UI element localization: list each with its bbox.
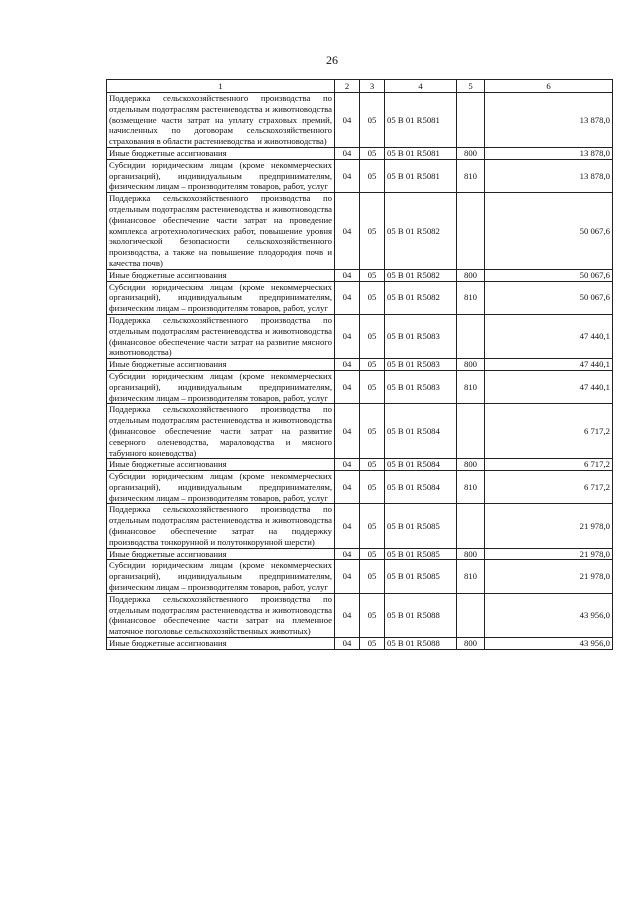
subsection-code-cell: 05 bbox=[360, 269, 385, 281]
amount-cell: 6 717,2 bbox=[485, 459, 613, 471]
expense-type-cell: 800 bbox=[457, 147, 485, 159]
table-row bbox=[107, 314, 613, 358]
amount-cell: 47 440,1 bbox=[485, 370, 613, 403]
table-row bbox=[107, 147, 613, 159]
section-code-cell: 04 bbox=[335, 504, 360, 548]
amount-cell: 47 440,1 bbox=[485, 314, 613, 358]
section-code-cell: 04 bbox=[335, 269, 360, 281]
target-article-cell: 05 B 01 R5081 bbox=[385, 147, 457, 159]
section-code-cell: 04 bbox=[335, 459, 360, 471]
expense-type-cell bbox=[457, 314, 485, 358]
section-code-cell: 04 bbox=[335, 638, 360, 650]
table-row bbox=[107, 404, 613, 459]
amount-cell: 50 067,6 bbox=[485, 269, 613, 281]
section-code-cell: 04 bbox=[335, 593, 360, 637]
section-code-cell: 04 bbox=[335, 193, 360, 270]
subsection-code-cell: 05 bbox=[360, 281, 385, 314]
amount-cell: 6 717,2 bbox=[485, 471, 613, 504]
section-code-cell: 04 bbox=[335, 159, 360, 192]
subsection-code-cell: 05 bbox=[360, 147, 385, 159]
amount-cell: 47 440,1 bbox=[485, 359, 613, 371]
amount-cell: 50 067,6 bbox=[485, 193, 613, 270]
target-article-cell: 05 B 01 R5088 bbox=[385, 638, 457, 650]
table-header-row bbox=[107, 80, 613, 93]
row-name-cell: Поддержка сельскохозяйственного производства по отдельным подотраслям растениеводства и животноводства (возмещение части затрат на уплату страховых премий, начисленных по договорам сельскохозяйственного страхования в области растениеводства и животноводства) bbox=[107, 93, 335, 148]
table-row bbox=[107, 269, 613, 281]
column-header: 6 bbox=[485, 80, 613, 93]
subsection-code-cell: 05 bbox=[360, 638, 385, 650]
table-row bbox=[107, 560, 613, 593]
subsection-code-cell: 05 bbox=[360, 314, 385, 358]
row-name-cell: Субсидии юридическим лицам (кроме некоммерческих организаций), индивидуальным предпринимателям, физическим лицам – производителям товаров, работ, услуг bbox=[107, 560, 335, 593]
target-article-cell: 05 B 01 R5085 bbox=[385, 560, 457, 593]
page-number: 26 bbox=[326, 53, 338, 67]
subsection-code-cell: 05 bbox=[360, 471, 385, 504]
table-row bbox=[107, 548, 613, 560]
amount-cell: 13 878,0 bbox=[485, 147, 613, 159]
column-header: 3 bbox=[360, 80, 385, 93]
subsection-code-cell: 05 bbox=[360, 359, 385, 371]
section-code-cell: 04 bbox=[335, 370, 360, 403]
row-name-cell: Субсидии юридическим лицам (кроме некоммерческих организаций), индивидуальным предпринимателям, физическим лицам – производителям товаров, работ, услуг bbox=[107, 159, 335, 192]
amount-cell: 6 717,2 bbox=[485, 404, 613, 459]
column-header: 1 bbox=[107, 80, 335, 93]
column-header: 4 bbox=[385, 80, 457, 93]
expense-type-cell bbox=[457, 593, 485, 637]
row-name-cell: Иные бюджетные ассигнования bbox=[107, 147, 335, 159]
expense-type-cell: 800 bbox=[457, 459, 485, 471]
table-row bbox=[107, 193, 613, 270]
expense-type-cell: 800 bbox=[457, 548, 485, 560]
target-article-cell: 05 B 01 R5084 bbox=[385, 404, 457, 459]
target-article-cell: 05 B 01 R5084 bbox=[385, 459, 457, 471]
row-name-cell: Субсидии юридическим лицам (кроме некоммерческих организаций), индивидуальным предпринимателям, физическим лицам – производителям товаров, работ, услуг bbox=[107, 471, 335, 504]
row-name-cell: Иные бюджетные ассигнования bbox=[107, 638, 335, 650]
section-code-cell: 04 bbox=[335, 548, 360, 560]
subsection-code-cell: 05 bbox=[360, 504, 385, 548]
section-code-cell: 04 bbox=[335, 93, 360, 148]
target-article-cell: 05 B 01 R5088 bbox=[385, 593, 457, 637]
table-row bbox=[107, 504, 613, 548]
amount-cell: 50 067,6 bbox=[485, 281, 613, 314]
amount-cell: 21 978,0 bbox=[485, 504, 613, 548]
amount-cell: 43 956,0 bbox=[485, 638, 613, 650]
section-code-cell: 04 bbox=[335, 560, 360, 593]
expense-type-cell bbox=[457, 504, 485, 548]
subsection-code-cell: 05 bbox=[360, 593, 385, 637]
expense-type-cell bbox=[457, 93, 485, 148]
amount-cell: 43 956,0 bbox=[485, 593, 613, 637]
subsection-code-cell: 05 bbox=[360, 548, 385, 560]
subsection-code-cell: 05 bbox=[360, 159, 385, 192]
row-name-cell: Поддержка сельскохозяйственного производства по отдельным подотраслям растениеводства и животноводства (финансовое обеспечение части затрат на развитие северного оленеводства, мараловодства и мясного табунного коневодства) bbox=[107, 404, 335, 459]
target-article-cell: 05 B 01 R5081 bbox=[385, 159, 457, 192]
subsection-code-cell: 05 bbox=[360, 193, 385, 270]
subsection-code-cell: 05 bbox=[360, 370, 385, 403]
subsection-code-cell: 05 bbox=[360, 93, 385, 148]
row-name-cell: Иные бюджетные ассигнования bbox=[107, 269, 335, 281]
subsection-code-cell: 05 bbox=[360, 560, 385, 593]
target-article-cell: 05 B 01 R5084 bbox=[385, 471, 457, 504]
target-article-cell: 05 B 01 R5085 bbox=[385, 504, 457, 548]
row-name-cell: Субсидии юридическим лицам (кроме некоммерческих организаций), индивидуальным предпринимателям, физическим лицам – производителям товаров, работ, услуг bbox=[107, 281, 335, 314]
row-name-cell: Иные бюджетные ассигнования bbox=[107, 548, 335, 560]
expense-type-cell: 800 bbox=[457, 359, 485, 371]
amount-cell: 13 878,0 bbox=[485, 93, 613, 148]
row-name-cell: Иные бюджетные ассигнования bbox=[107, 459, 335, 471]
table-row bbox=[107, 593, 613, 637]
amount-cell: 13 878,0 bbox=[485, 159, 613, 192]
target-article-cell: 05 B 01 R5083 bbox=[385, 370, 457, 403]
target-article-cell: 05 B 01 R5085 bbox=[385, 548, 457, 560]
expense-type-cell: 810 bbox=[457, 370, 485, 403]
target-article-cell: 05 B 01 R5082 bbox=[385, 193, 457, 270]
section-code-cell: 04 bbox=[335, 404, 360, 459]
target-article-cell: 05 B 01 R5081 bbox=[385, 93, 457, 148]
expense-type-cell: 810 bbox=[457, 560, 485, 593]
column-header: 2 bbox=[335, 80, 360, 93]
section-code-cell: 04 bbox=[335, 147, 360, 159]
row-name-cell: Поддержка сельскохозяйственного производства по отдельным подотраслям растениеводства и животноводства (финансовое обеспечение затрат на поддержку производства тонкорунной и полутонкорунной шерсти) bbox=[107, 504, 335, 548]
target-article-cell: 05 B 01 R5083 bbox=[385, 359, 457, 371]
table-row bbox=[107, 93, 613, 148]
table-row bbox=[107, 370, 613, 403]
subsection-code-cell: 05 bbox=[360, 459, 385, 471]
table-row bbox=[107, 159, 613, 192]
section-code-cell: 04 bbox=[335, 359, 360, 371]
row-name-cell: Субсидии юридическим лицам (кроме некоммерческих организаций), индивидуальным предпринимателям, физическим лицам – производителям товаров, работ, услуг bbox=[107, 370, 335, 403]
target-article-cell: 05 B 01 R5083 bbox=[385, 314, 457, 358]
row-name-cell: Иные бюджетные ассигнования bbox=[107, 359, 335, 371]
expense-type-cell: 800 bbox=[457, 638, 485, 650]
amount-cell: 21 978,0 bbox=[485, 548, 613, 560]
expense-type-cell: 810 bbox=[457, 471, 485, 504]
row-name-cell: Поддержка сельскохозяйственного производства по отдельным подотраслям растениеводства и животноводства (финансовое обеспечение части затрат на племенное маточное поголовье сельскохозяйственных животных) bbox=[107, 593, 335, 637]
target-article-cell: 05 B 01 R5082 bbox=[385, 269, 457, 281]
subsection-code-cell: 05 bbox=[360, 404, 385, 459]
target-article-cell: 05 B 01 R5082 bbox=[385, 281, 457, 314]
section-code-cell: 04 bbox=[335, 281, 360, 314]
row-name-cell: Поддержка сельскохозяйственного производства по отдельным подотраслям растениеводства и животноводства (финансовое обеспечение части затрат на развитие мясного животноводства) bbox=[107, 314, 335, 358]
budget-table bbox=[106, 79, 613, 650]
expense-type-cell: 810 bbox=[457, 159, 485, 192]
row-name-cell: Поддержка сельскохозяйственного производства по отдельным подотраслям растениеводства и животноводства (финансовое обеспечение части затрат на проведение комплекса агротехнологических работ, повышение уровня экологической безопасности сельскохозяйственного производства, а также на повышение плодородия почв и качества почв) bbox=[107, 193, 335, 270]
table-row bbox=[107, 281, 613, 314]
amount-cell: 21 978,0 bbox=[485, 560, 613, 593]
table-row bbox=[107, 459, 613, 471]
table-row bbox=[107, 471, 613, 504]
expense-type-cell bbox=[457, 193, 485, 270]
table-row bbox=[107, 359, 613, 371]
expense-type-cell bbox=[457, 404, 485, 459]
column-header: 5 bbox=[457, 80, 485, 93]
expense-type-cell: 810 bbox=[457, 281, 485, 314]
section-code-cell: 04 bbox=[335, 471, 360, 504]
table-row bbox=[107, 638, 613, 650]
section-code-cell: 04 bbox=[335, 314, 360, 358]
expense-type-cell: 800 bbox=[457, 269, 485, 281]
